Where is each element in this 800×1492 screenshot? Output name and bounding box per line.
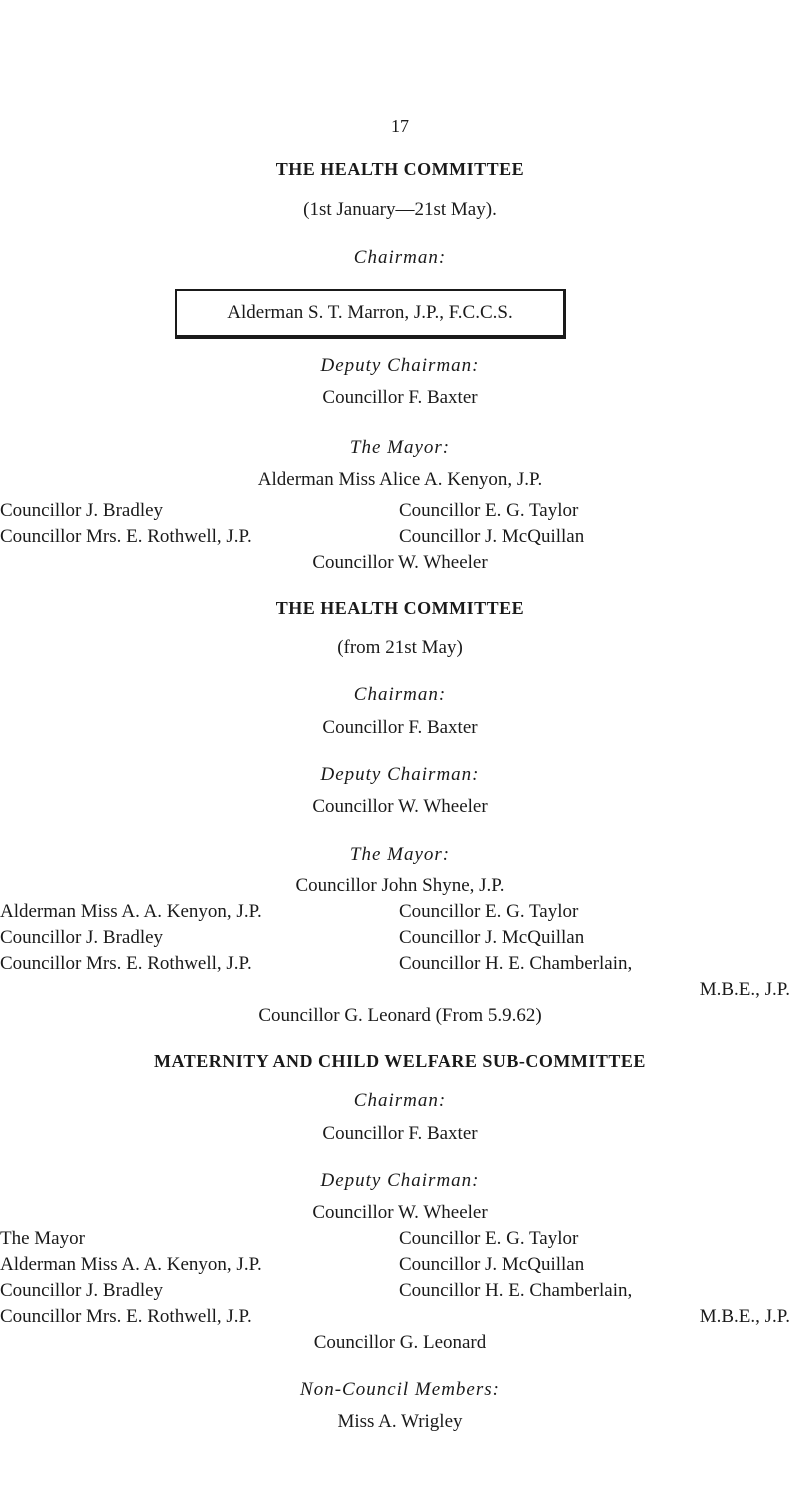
section2-deputy: Councillor W. Wheeler <box>312 796 488 817</box>
section3-non-council-member: Miss A. Wrigley <box>337 1411 463 1432</box>
section2-mayor-label: The Mayor: <box>349 844 451 865</box>
section1-chairman-label: Chairman: <box>353 247 447 268</box>
section1-deputy-label: Deputy Chairman: <box>320 355 480 376</box>
section2-period: (from 21st May) <box>337 637 463 658</box>
section1-member-left: Councillor Mrs. E. Rothwell, J.P. <box>0 526 252 547</box>
section3-chairman: Councillor F. Baxter <box>322 1123 478 1144</box>
section3-deputy-label: Deputy Chairman: <box>320 1170 480 1191</box>
section2-deputy-label: Deputy Chairman: <box>320 764 480 785</box>
section2-chairman-label: Chairman: <box>353 684 447 705</box>
section2-chairman: Councillor F. Baxter <box>322 717 478 738</box>
section1-last-member: Councillor W. Wheeler <box>312 552 488 573</box>
section1-member-left: Councillor J. Bradley <box>0 500 164 521</box>
section2-right-continuation: M.B.E., J.P. <box>699 979 790 1000</box>
section2-last-member: Councillor G. Leonard (From 5.9.62) <box>258 1005 542 1026</box>
section3-deputy: Councillor W. Wheeler <box>312 1202 488 1223</box>
section3-member-right: Councillor J. McQuillan <box>399 1254 585 1275</box>
section3-right-continuation: M.B.E., J.P. <box>699 1306 790 1327</box>
section1-mayor-label: The Mayor: <box>349 437 451 458</box>
section1-member-right: Councillor J. McQuillan <box>399 526 585 547</box>
section3-title: MATERNITY AND CHILD WELFARE SUB-COMMITTEE <box>154 1051 646 1071</box>
section3-non-council-label: Non-Council Members: <box>300 1379 500 1400</box>
section1-chairman-box: Alderman S. T. Marron, J.P., F.C.C.S. <box>175 289 566 339</box>
section2-member-left: Councillor J. Bradley <box>0 927 164 948</box>
section1-deputy: Councillor F. Baxter <box>322 387 478 408</box>
section3-member-left: The Mayor <box>0 1228 85 1249</box>
section3-member-right: Councillor H. E. Chamberlain, <box>399 1280 633 1301</box>
section2-member-right: Councillor E. G. Taylor <box>399 901 579 922</box>
section2-member-left: Councillor Mrs. E. Rothwell, J.P. <box>0 953 252 974</box>
section3-member-left: Councillor Mrs. E. Rothwell, J.P. <box>0 1306 252 1327</box>
section1-mayor-line: Alderman Miss Alice A. Kenyon, J.P. <box>257 469 543 490</box>
section1-title: THE HEALTH COMMITTEE <box>275 159 525 179</box>
section3-member-left: Councillor J. Bradley <box>0 1280 164 1301</box>
section2-member-left: Alderman Miss A. A. Kenyon, J.P. <box>0 901 262 922</box>
section2-mayor-line: Councillor John Shyne, J.P. <box>295 875 505 896</box>
section1-period: (1st January—21st May). <box>303 199 497 220</box>
section3-member-right: Councillor E. G. Taylor <box>399 1228 579 1249</box>
section3-chairman-label: Chairman: <box>353 1090 447 1111</box>
section1-member-right: Councillor E. G. Taylor <box>399 500 579 521</box>
section3-member-left: Alderman Miss A. A. Kenyon, J.P. <box>0 1254 262 1275</box>
section2-member-right: Councillor H. E. Chamberlain, <box>399 953 633 974</box>
section2-title: THE HEALTH COMMITTEE <box>275 598 525 618</box>
section2-member-right: Councillor J. McQuillan <box>399 927 585 948</box>
page-number: 17 <box>391 116 409 136</box>
section3-last-member: Councillor G. Leonard <box>313 1332 487 1353</box>
